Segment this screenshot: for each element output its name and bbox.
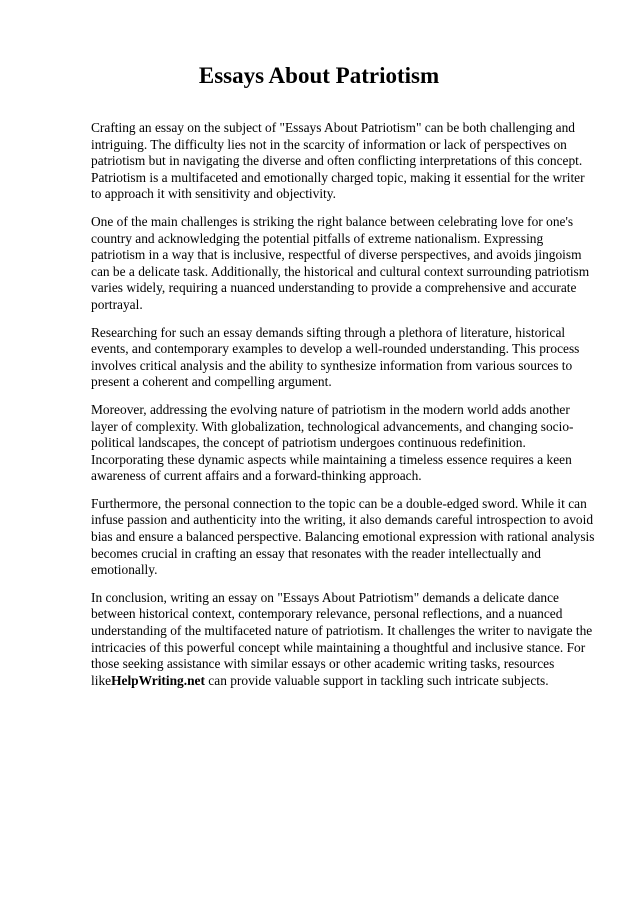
paragraph-4: Moreover, addressing the evolving nature of patriotism in the modern world adds another layer of complexity. With globalization, technological advancements, and changing socio-political landscapes, the concept of patriotism undergoes continuous redefinition. Incorporating these dynamic aspects while maintaining a timeless essence requires a keen awareness of current affairs and a forward-thinking approach. — [91, 401, 574, 484]
essay-body — [91, 120, 596, 700]
paragraph-3: Researching for such an essay demands sifting through a plethora of literature, historical events, and contemporary examples to develop a well-rounded understanding. This process involves critical analysis and the ability to synthesize information from various sources to present a coherent and compelling argument. — [91, 324, 580, 390]
paragraph-6-tail: can provide valuable support in tackling such intricate subjects. — [204, 672, 549, 688]
paragraph-2: One of the main challenges is striking the right balance between celebrating love for one's country and acknowledging the potential pitfalls of extreme nationalism. Expressing patriotism in a way that is inclusive, respectful of diverse perspectives, and avoids jingoism can be a delicate task. Additionally, the historical and cultural context surrounding patriotism varies widely, requiring a nuanced understanding to provide a comprehensive and accurate portrayal. — [91, 213, 590, 312]
paragraph-1: Crafting an essay on the subject of "Essays About Patriotism" can be both challenging and intriguing. The difficulty lies not in the scarcity of information or lack of perspectives on patriotism but in navigating the diverse and often conflicting interpretations of this concept. Patriotism is a multifaceted and emotionally charged topic, making it essential for the writer to approach it with sensitivity and objectivity. — [91, 120, 585, 202]
paragraph-6-text: In conclusion, writing an essay on "Essays About Patriotism" demands a delicate dance between historical context, contemporary relevance, personal reflections, and a nuanced understanding of the multifaceted nature of patriotism. It challenges the writer to navigate the intricacies of this powerful concept while maintaining a thoughtful and inclusive stance. For those seeking assistance with similar essays or other academic writing tasks, resources like — [91, 589, 593, 688]
paragraph-5: Furthermore, the personal connection to the topic can be a double-edged sword. While it can infuse passion and authenticity into the writing, it also demands careful introspection to avoid bias and ensure a balanced perspective. Balancing emotional expression with rational analysis becomes crucial in crafting an essay that resonates with the reader intellectually and emotionally. — [91, 495, 595, 578]
page-title: Essays About Patriotism — [198, 63, 440, 88]
brand-link[interactable]: HelpWriting.net — [111, 672, 205, 688]
paragraph-6 — [91, 590, 596, 690]
